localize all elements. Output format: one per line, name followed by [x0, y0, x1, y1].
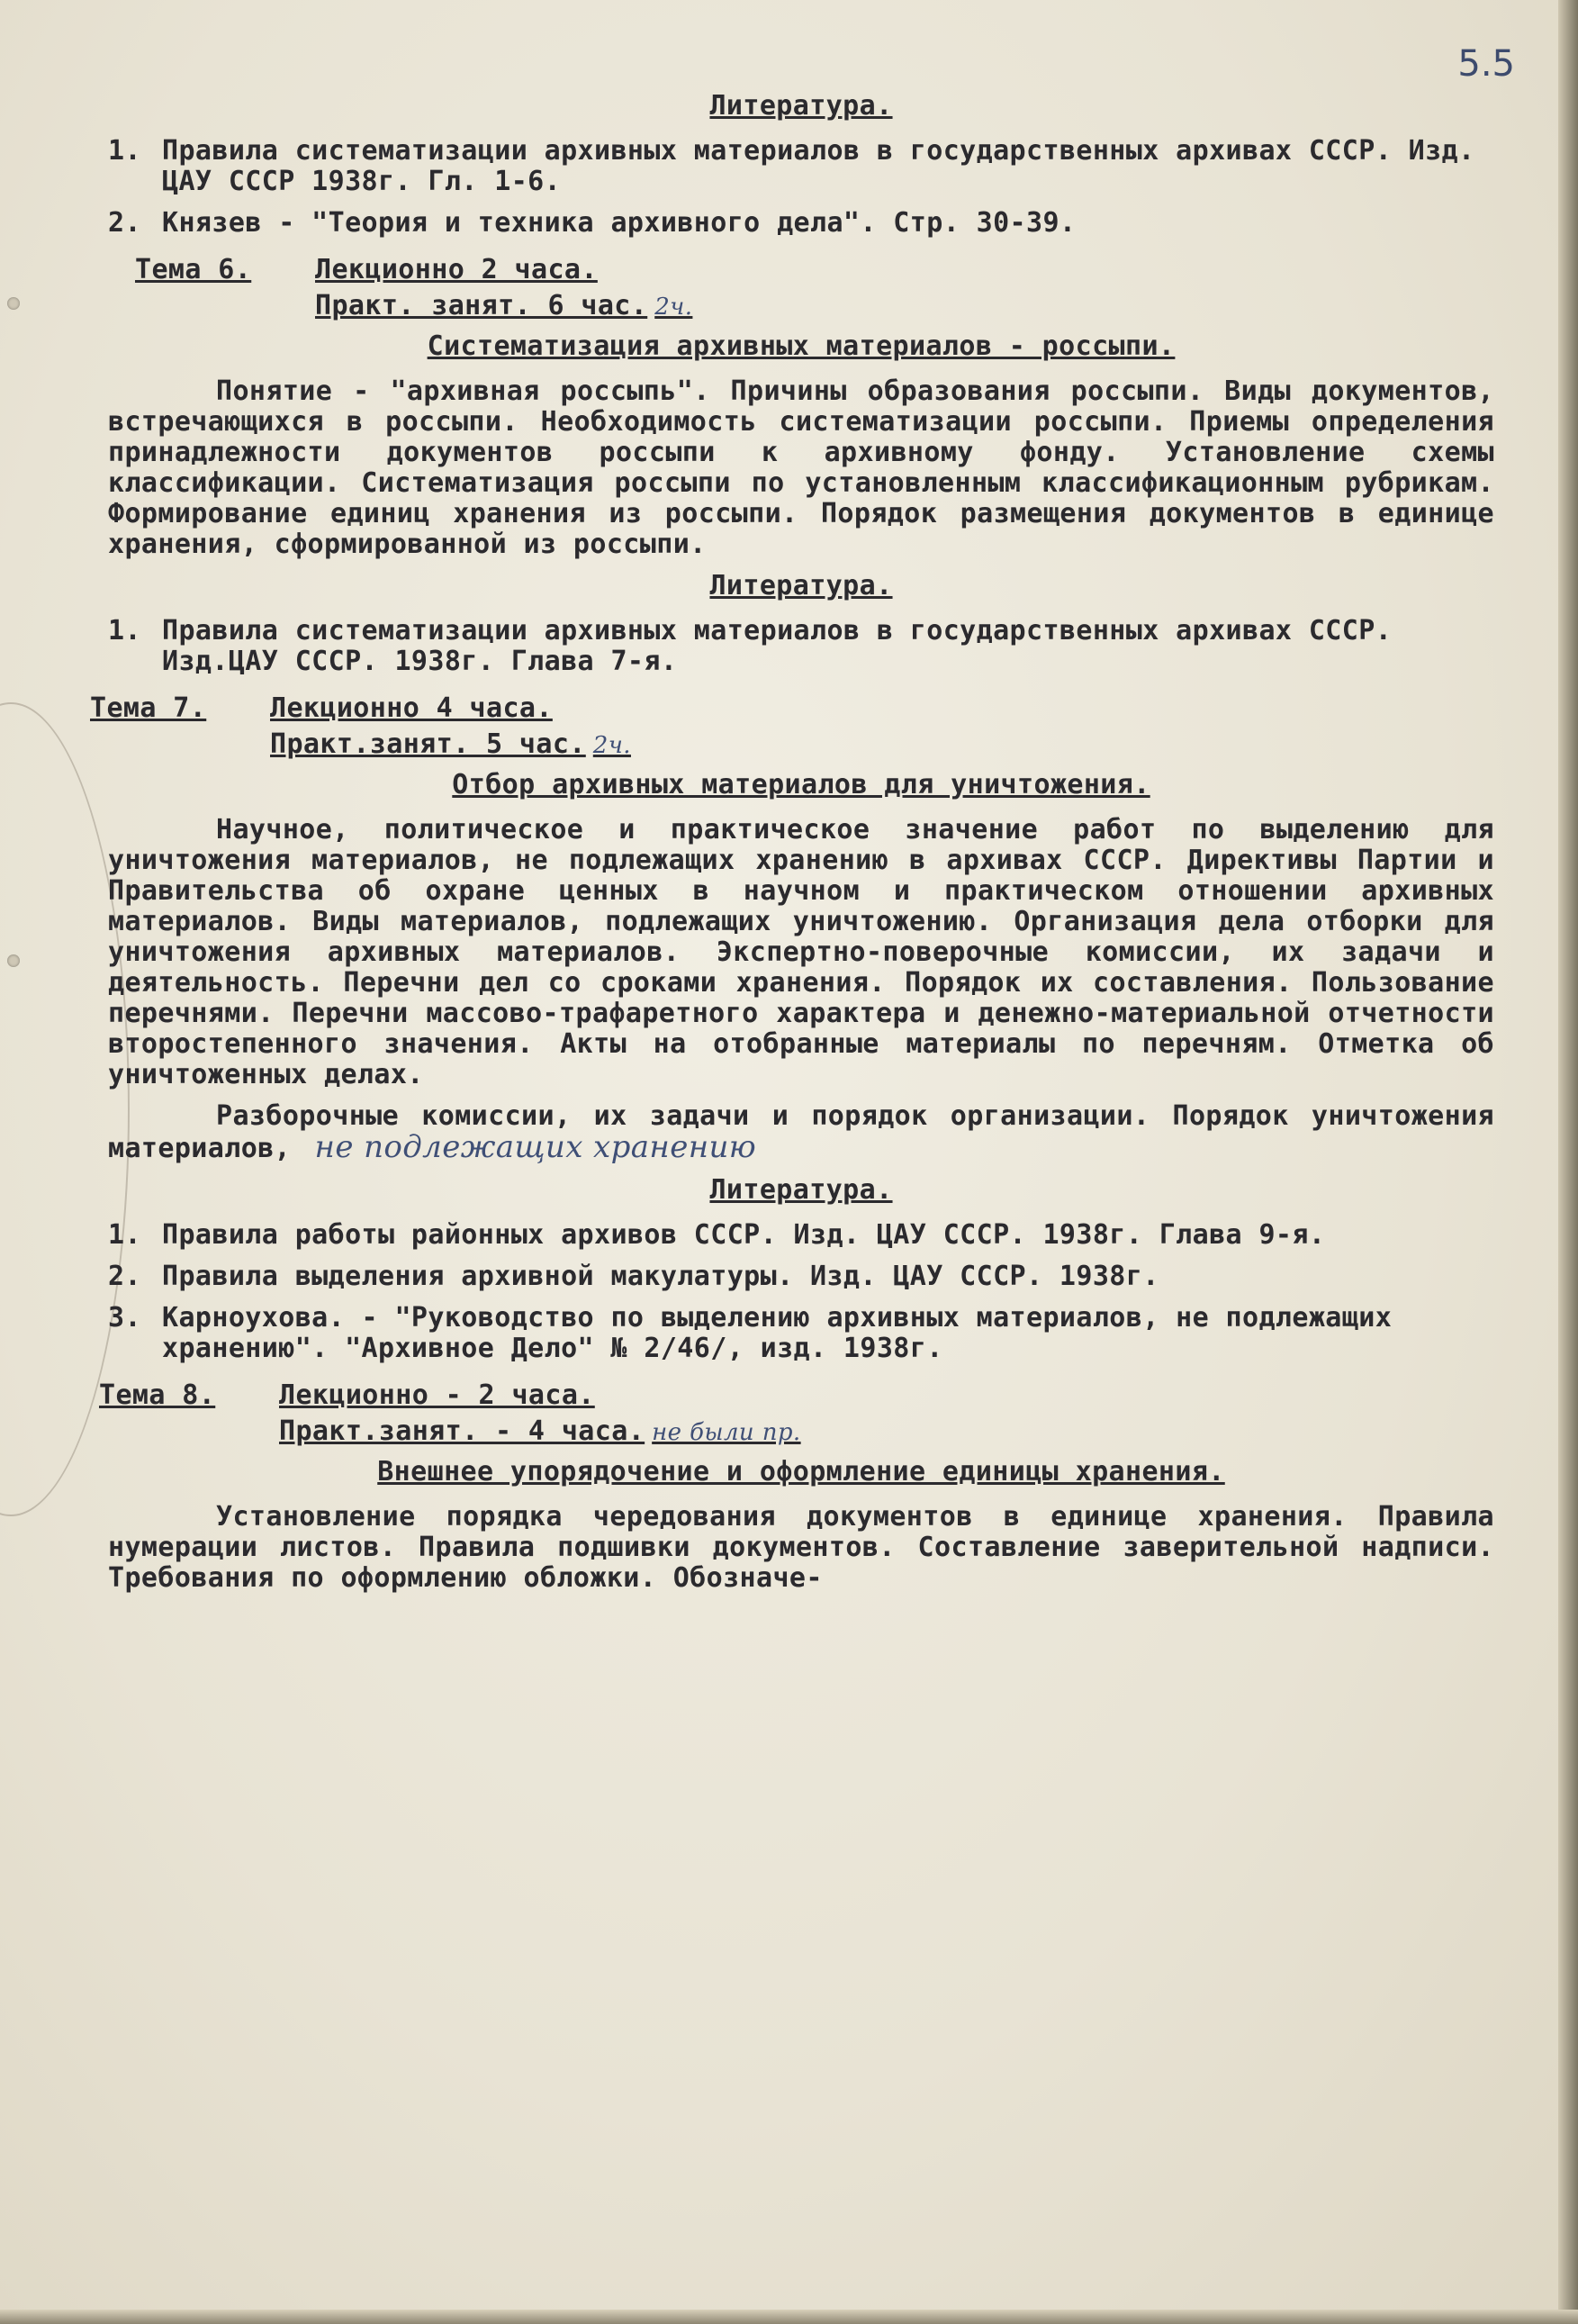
- topic-label: Тема 6.: [135, 254, 252, 285]
- item-number: 1.: [108, 615, 141, 647]
- literature-item: [108, 1303, 1494, 1364]
- item-text: Карноухова. - "Руководство по выделению архивных материалов, не подлежащих хранению". "Архивное Дело" № 2/46/, изд. 1938г.: [162, 1302, 1393, 1364]
- document-content: [90, 86, 1494, 1605]
- topic-body: Понятие - "архивная россыпь". Причины образования россыпи. Виды документов, встречающихся в россыпи. Необходимость систематизации россыпи. Приемы определения принадлежности документов россыпи к архивному фонду. Установление схемы классификации. Систематизация россыпи по установленным классификационным рубрикам. Формирование единиц хранения из россыпи. Порядок размещения документов в единице хранения, сформированной из россыпи.: [108, 375, 1494, 560]
- practice-hours: Практ.занят. 5 час.: [270, 728, 586, 760]
- literature-item: [108, 1261, 1494, 1292]
- item-text: Правила выделения архивной макулатуры. Изд. ЦАУ СССР. 1938г.: [162, 1261, 1159, 1292]
- lecture-hours: Лекционно 2 часа.: [315, 254, 598, 285]
- topic-8-header: [99, 1380, 1494, 1448]
- punch-hole: [7, 297, 20, 310]
- topic-label: Тема 8.: [99, 1379, 216, 1411]
- item-number: 1.: [108, 135, 141, 167]
- topic-body: Научное, политическое и практическое значение работ по выделению для уничтожения материалов, не подлежащих хранению в архивах СССР. Директивы Партии и Правительства об охране ценных в научном и практическом отношении архивных материалов. Виды материалов, подлежащих уничтожению. Организация дела отборки для уничтожения архивных материалов. Экспертно-поверочные комиссии, их задачи и деятельность. Перечни дел со сроками хранения. Порядок их составления. Пользование перечнями. Перечни массово-трафаретного характера и денежно-материальной отчетности второстепенного значения. Акты на отобранные материалы по перечням. Отметка об уничтоженных делах.: [108, 814, 1494, 1090]
- topic-title: Систематизация архивных материалов - россыпи.: [427, 330, 1176, 362]
- item-number: 2.: [108, 1261, 141, 1292]
- topic-body-continued: [108, 1101, 1494, 1164]
- literature-item: [108, 1220, 1494, 1251]
- practice-hours: Практ.занят. - 4 часа.: [279, 1415, 645, 1447]
- page-edge-bottom: [0, 2310, 1578, 2324]
- handwritten-note: 2ч.: [592, 732, 631, 759]
- topic-body-text: Разборочные комиссии, их задачи и порядок организации. Порядок уничтожения материалов,: [108, 1100, 1494, 1164]
- handwritten-note: не были пр.: [652, 1419, 801, 1446]
- practice-hours: Практ. занят. 6 час.: [315, 290, 648, 321]
- lecture-hours: Лекционно 4 часа.: [270, 692, 553, 724]
- page-edge-right: [1558, 0, 1578, 2324]
- punch-hole: [7, 954, 20, 967]
- topic-title: Внешнее упорядочение и оформление единицы хранения.: [377, 1456, 1225, 1488]
- item-number: 3.: [108, 1302, 141, 1334]
- literature-heading: Литература.: [709, 1174, 893, 1206]
- literature-item: [108, 136, 1494, 197]
- topic-7-header: [90, 693, 1494, 761]
- lecture-hours: Лекционно - 2 часа.: [279, 1379, 595, 1411]
- handwritten-note: 2ч.: [654, 294, 693, 321]
- topic-body: Установление порядка чередования документов в единице хранения. Правила нумерации листов. Правила подшивки документов. Составление заверительной надписи. Требования по оформлению обложки. Обозначе-: [108, 1501, 1494, 1594]
- item-text: Князев - "Теория и техника архивного дела". Стр. 30-39.: [162, 207, 1077, 239]
- literature-heading: Литература.: [709, 90, 893, 122]
- literature-heading: Литература.: [709, 570, 893, 601]
- topic-label: Тема 7.: [90, 692, 207, 724]
- item-number: 1.: [108, 1219, 141, 1251]
- item-number: 2.: [108, 207, 141, 239]
- item-text: Правила систематизации архивных материалов в государственных архивах СССР. Изд. ЦАУ СССР 1938г. Гл. 1-6.: [162, 135, 1475, 197]
- page-number: 5.5: [1457, 43, 1515, 85]
- item-text: Правила систематизации архивных материалов в государственных архивах СССР. Изд.ЦАУ СССР. 1938г. Глава 7-я.: [162, 615, 1393, 677]
- item-text: Правила работы районных архивов СССР. Изд. ЦАУ СССР. 1938г. Глава 9-я.: [162, 1219, 1326, 1251]
- topic-title: Отбор архивных материалов для уничтожения.: [452, 769, 1150, 800]
- handwritten-insertion: не подлежащих хранению: [314, 1129, 757, 1165]
- topic-6-header: [135, 255, 1494, 322]
- literature-item: [108, 616, 1494, 677]
- literature-item: [108, 208, 1494, 239]
